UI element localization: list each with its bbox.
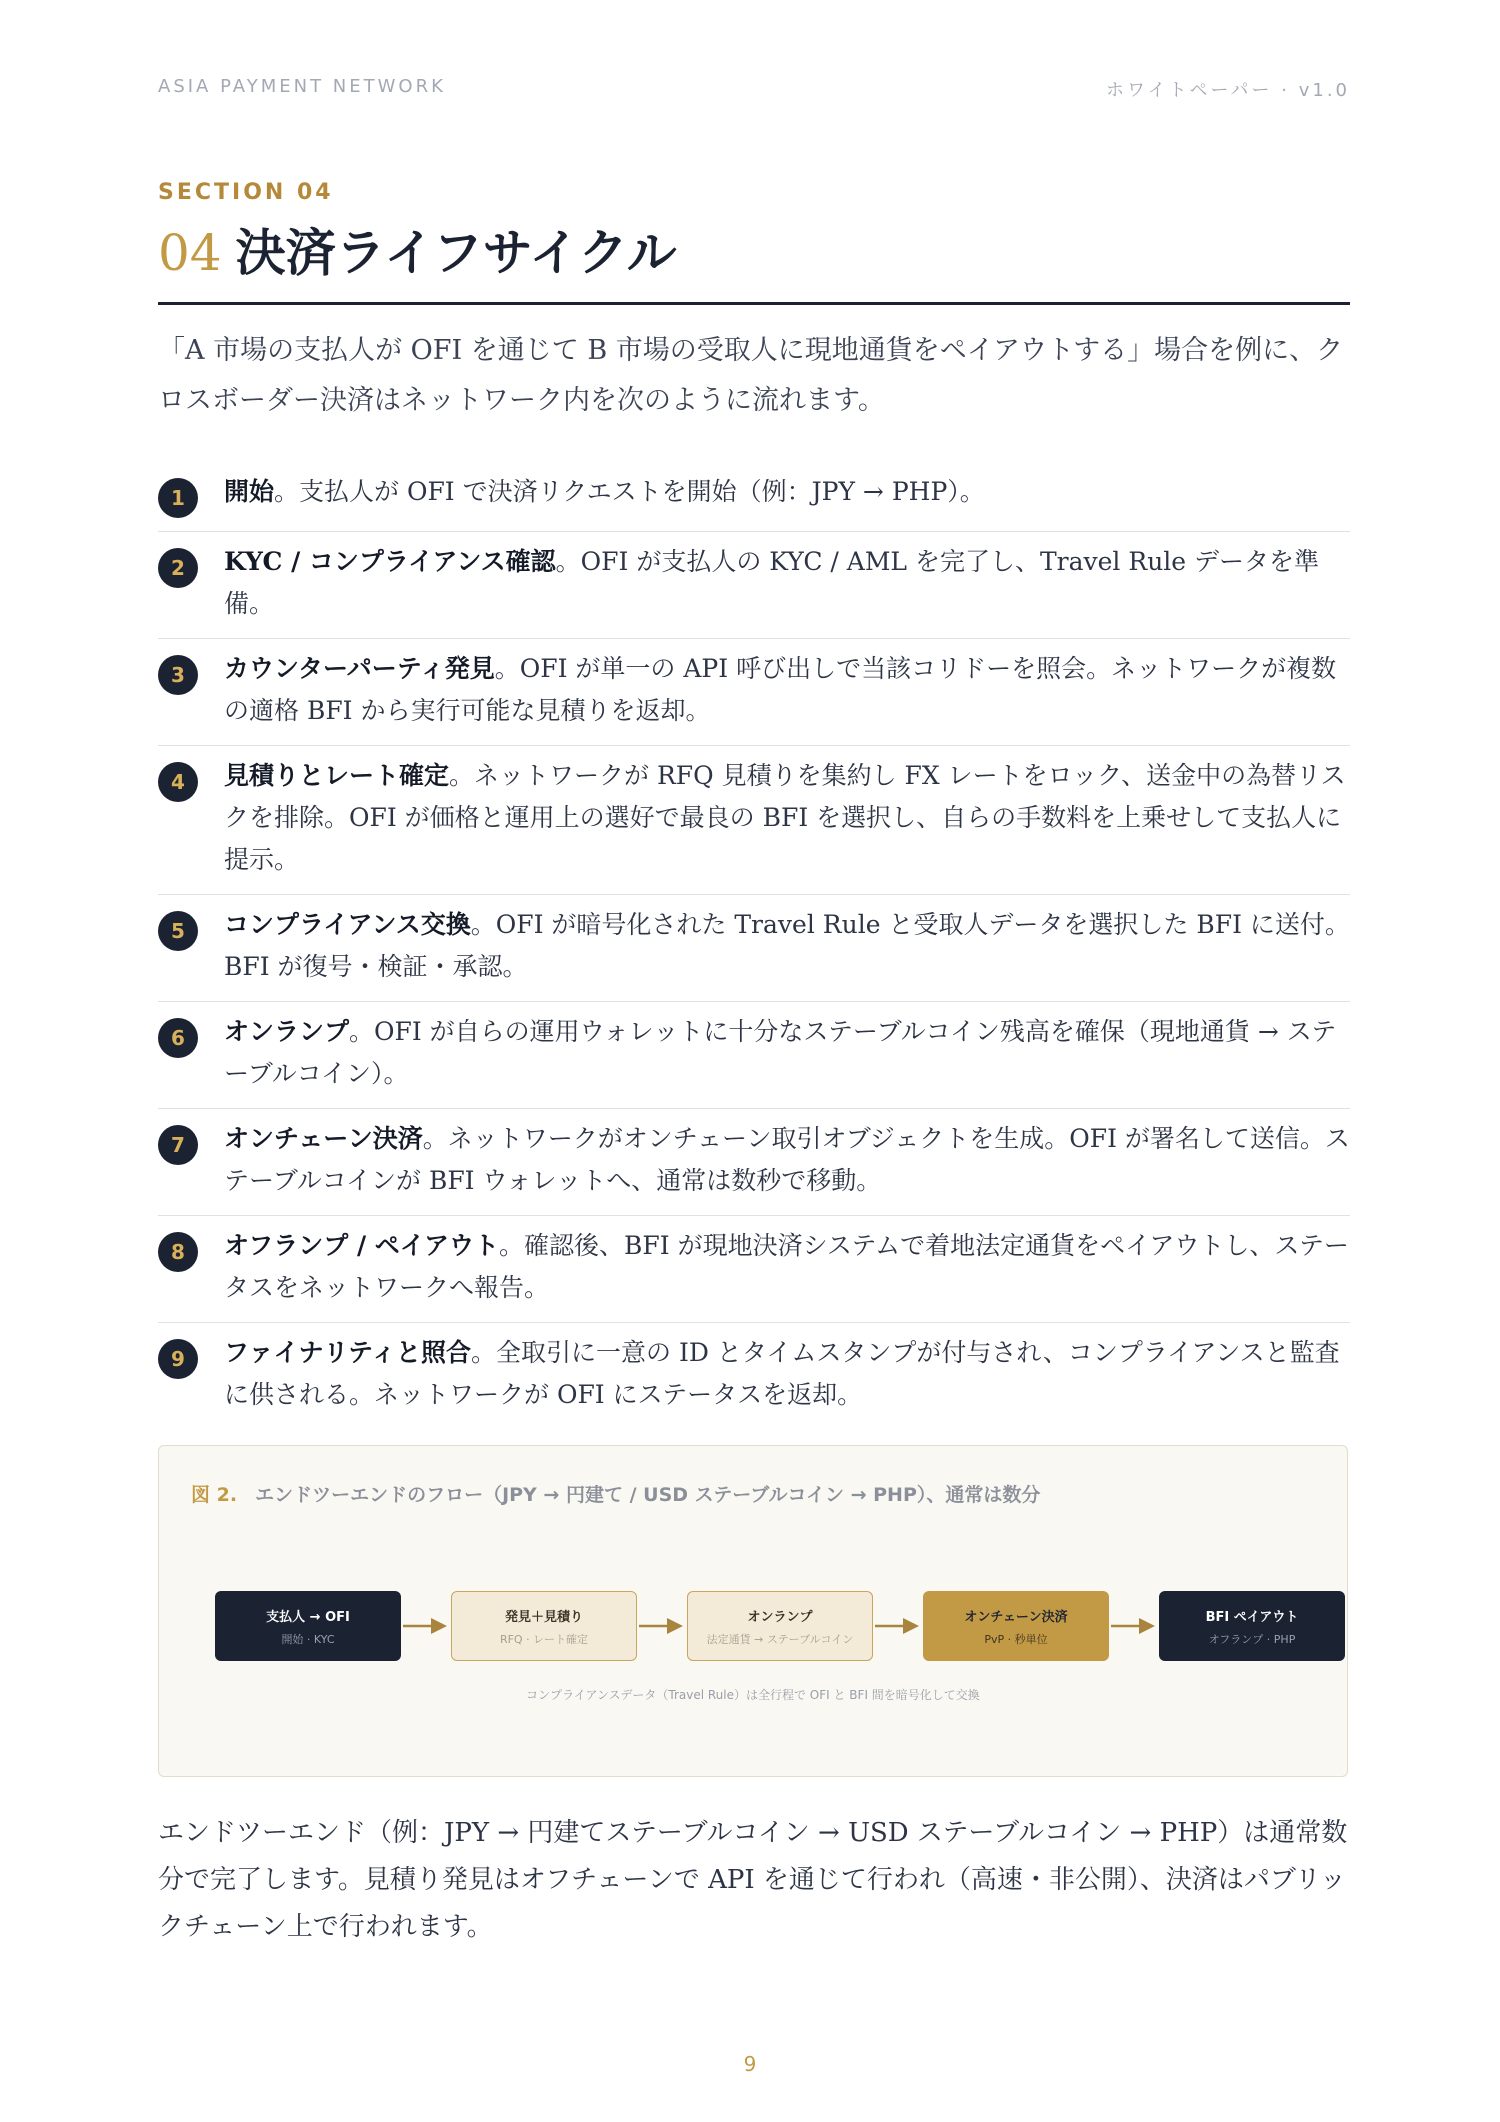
step-description: 。OFI が自らの運用ウォレットに十分なステーブルコイン残高を確保（現地通貨 → ステーブルコイン）。 [224,1017,1337,1088]
flow-node-label: オンランプ [747,1609,813,1625]
step-description: 。OFI が単一の API 呼び出しで当該コリドーを照会。ネットワークが複数の適格 BFI から実行可能な見積りを返却。 [224,654,1337,725]
flow-node-onramp [687,1591,873,1661]
flow-node-label: BFI ペイアウト [1205,1609,1299,1625]
flow-node-bfi-payout [1159,1591,1345,1661]
figure-number: 図 2. [191,1484,238,1506]
flow-node-label: 支払人 → OFI [266,1609,350,1625]
flow-node-label: オンチェーン決済 [964,1609,1068,1625]
figure-caption-text: エンドツーエンドのフロー（JPY → 円建て / USD ステーブルコイン → PHP）、通常は数分 [255,1484,1041,1506]
figure-note: コンプライアンスデータ（Travel Rule）は全行程で OFI と BFI 間を暗号化して交換 [526,1688,980,1702]
flow-arrow-icon [873,1616,923,1636]
flow-node-sublabel: 法定通貨 → ステーブルコイン [706,1632,854,1646]
flow-arrow-icon [1109,1616,1159,1636]
step-title: 開始 [224,477,275,506]
step-number-badge: 1 [158,478,198,518]
step-number-badge: 7 [158,1125,198,1165]
step-number-badge: 2 [158,548,198,588]
step-description: 。ネットワークが RFQ 見積りを集約し FX レートをロック、送金中の為替リスクを排除。OFI が価格と運用上の選好で最良の BFI を選択し、自らの手数料を上乗せして支払人に提示。 [224,761,1346,874]
section-kicker: SECTION 04 [158,180,334,205]
flow-node-sublabel: オフランプ · PHP [1208,1632,1296,1646]
flow-node-onchain-settlement [923,1591,1109,1661]
step-title: オフランプ / ペイアウト [224,1231,500,1260]
header-publisher: ASIA PAYMENT NETWORK [158,76,446,97]
closing-paragraph: エンドツーエンド（例：JPY → 円建てステーブルコイン → USD ステーブルコイン → PHP）は通常数分で完了します。見積り発見はオフチェーンで API を通じて行われ（高速・非公開）、決済はパブリックチェーン上で行われます。 [158,1818,1348,1942]
figure-caption [191,1480,1040,1507]
step-title: オンランプ [224,1017,350,1046]
step-title: ファイナリティと照合 [224,1338,472,1367]
running-header [158,76,1350,102]
step-item [158,1109,1350,1216]
step-item [158,1323,1350,1429]
step-item [158,462,1350,532]
section-title [158,218,1350,305]
section-number: 04 [158,224,222,282]
step-title: オンチェーン決済 [224,1124,423,1153]
flow-node-discovery-quote [451,1591,637,1661]
step-item [158,1002,1350,1109]
step-number-badge: 5 [158,911,198,951]
step-title: 見積りとレート確定 [224,761,450,790]
step-description: 。全取引に一意の ID とタイムスタンプが付与され、コンプライアンスと監査に供される。ネットワークが OFI にステータスを返却。 [224,1338,1340,1409]
step-number-badge: 8 [158,1232,198,1272]
step-title: カウンターパーティ発見 [224,654,495,683]
flow-node-sublabel: RFQ · レート確定 [499,1632,589,1646]
intro-paragraph: 「A 市場の支払人が OFI を通じて B 市場の受取人に現地通貨をペイアウトする」場合を例に、クロスボーダー決済はネットワーク内を次のように流れます。 [158,335,1344,416]
step-title: コンプライアンス交換 [224,910,471,939]
step-item [158,1216,1350,1323]
section-title-text: 決済ライフサイクル [235,223,677,282]
step-description: 。OFI が支払人の KYC / AML を完了し、Travel Rule データを準備。 [224,547,1320,618]
step-number-badge: 4 [158,762,198,802]
step-description: 。支払人が OFI で決済リクエストを開始（例：JPY → PHP）。 [274,477,985,506]
flow-node-sublabel: PvP · 秒単位 [984,1632,1048,1646]
flow-node-payer-ofi [215,1591,401,1661]
flow-figure [158,1445,1348,1777]
step-item [158,532,1350,639]
step-description: 。OFI が暗号化された Travel Rule と受取人データを選択した BFI に送付。BFI が復号・検証・承認。 [224,910,1350,981]
step-number-badge: 6 [158,1018,198,1058]
step-item [158,639,1350,746]
step-description: 。確認後、BFI が現地決済システムで着地法定通貨をペイアウトし、ステータスをネットワークへ報告。 [224,1231,1349,1302]
flow-arrow-icon [401,1616,451,1636]
lifecycle-steps [158,462,1350,1429]
step-item [158,895,1350,1002]
page-number: 9 [743,2052,757,2076]
step-title: KYC / コンプライアンス確認 [224,547,556,576]
flow-arrow-icon [637,1616,687,1636]
step-number-badge: 3 [158,655,198,695]
step-description: 。ネットワークがオンチェーン取引オブジェクトを生成。OFI が署名して送信。ステーブルコインが BFI ウォレットへ、通常は数秒で移動。 [224,1124,1350,1195]
step-item [158,746,1350,895]
step-number-badge: 9 [158,1339,198,1379]
flow-node-sublabel: 開始 · KYC [281,1632,335,1646]
header-doc-version: ホワイトペーパー · v1.0 [1105,80,1350,101]
flow-node-label: 発見＋見積り [504,1609,583,1625]
flow-diagram [215,1591,1345,1661]
